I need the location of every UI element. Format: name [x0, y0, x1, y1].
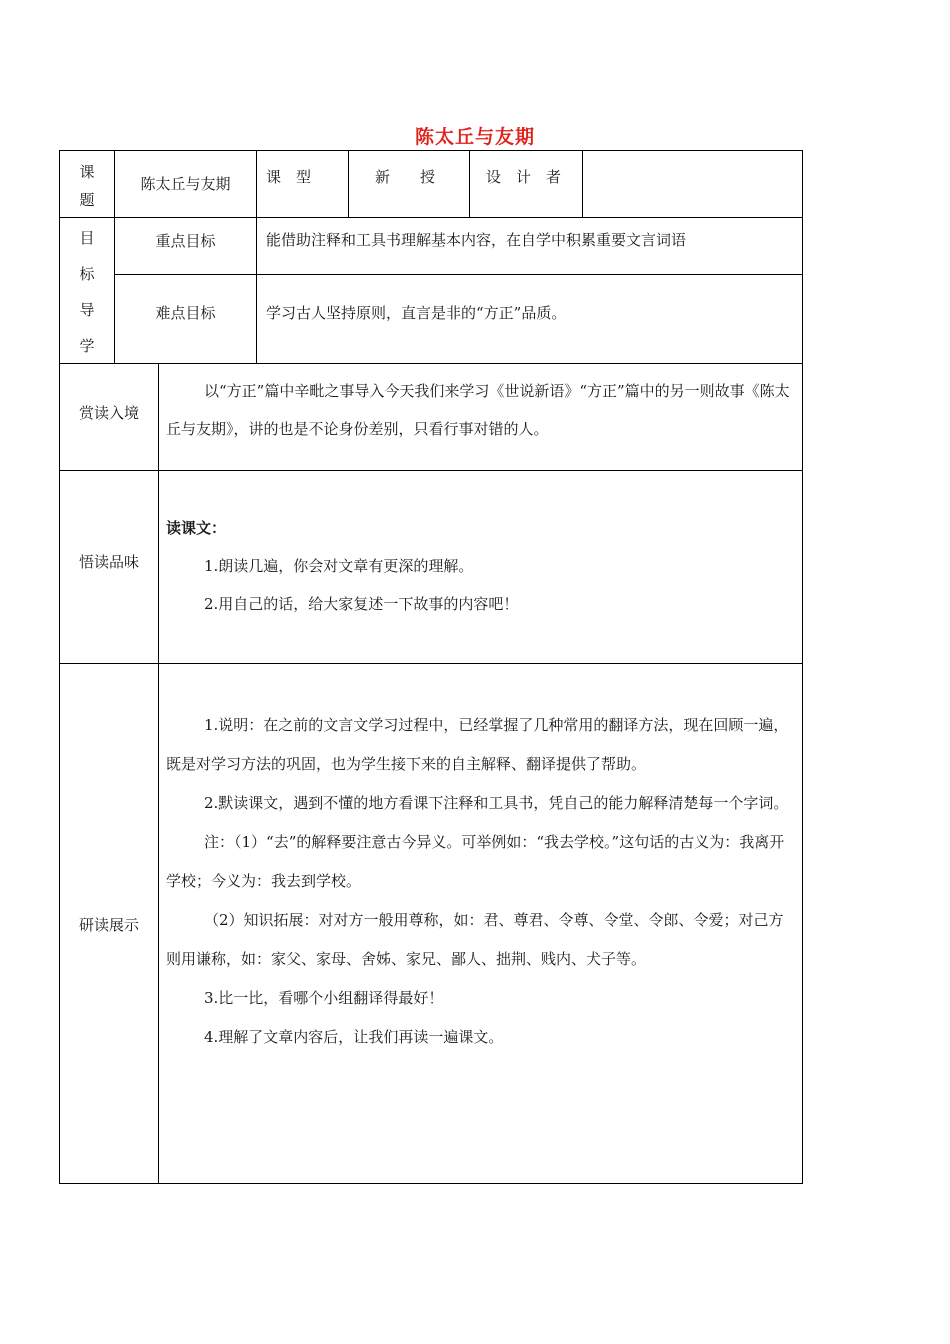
goals-section-label: 目 标 导 学	[79, 229, 95, 355]
study-paragraph-4: 4.理解了文章内容后，让我们再读一遍课文。	[204, 1028, 504, 1046]
read-content	[166, 509, 796, 623]
intro-label: 赏读入境	[78, 403, 139, 422]
study-paragraph-1: 1.说明：在之前的文言文学习过程中，已经掌握了几种常用的翻译方法，现在回顾一遍，既是对学习方法的巩固，也为学生接下来的自主解释、翻译提供了帮助。	[166, 716, 789, 773]
row-divider	[59, 363, 803, 364]
intro-paragraph: 以“方正”篇中辛毗之事导入今天我们来学习《世说新语》“方正”篇中的另一则故事《陈太丘与友期》，讲的也是不论身份差别，只看行事对错的人。	[166, 382, 790, 438]
study-paragraph-2: 2.默读课文，遇到不懂的地方看课下注释和工具书，凭自己的能力解释清楚每一个字词。	[204, 794, 789, 812]
read-item-1: 1.朗读几遍，你会对文章有更深的理解。	[204, 557, 474, 575]
key-goal-label: 重点目标	[155, 231, 216, 250]
study-note-1: 注：（1）“去”的解释要注意古今异义。可举例如：“我去学校。”这句话的古义为：我离开学校；今义为：我去到学校。	[166, 833, 785, 890]
read-heading: 读课文：	[166, 519, 227, 537]
col-divider	[158, 363, 159, 1184]
intro-text	[166, 372, 796, 448]
key-goal-text: 能借助注释和工具书理解基本内容，在自学中积累重要文言词语	[266, 231, 687, 249]
study-paragraph-3: 3.比一比，看哪个小组翻译得最好！	[204, 989, 444, 1007]
table-border-bottom	[59, 1183, 803, 1184]
read-label: 悟读品味	[78, 552, 139, 571]
row-divider	[59, 663, 803, 664]
col-divider	[469, 150, 470, 218]
col-divider	[256, 150, 257, 364]
row-divider	[59, 470, 803, 471]
page-title: 陈太丘与友期	[414, 126, 535, 148]
read-item-2: 2.用自己的话，给大家复述一下故事的内容吧！	[204, 595, 519, 613]
study-content	[166, 706, 796, 1057]
kexing-value: 新 授	[375, 168, 436, 186]
keti-label: 课 题	[79, 163, 95, 209]
table-border-right	[802, 150, 803, 1184]
kexing-label: 课 型	[266, 168, 312, 186]
hard-goal-text: 学习古人坚持原则，直言是非的“方正”品质。	[266, 304, 567, 322]
hard-goal-label: 难点目标	[155, 304, 216, 322]
study-note-2: （2）知识拓展：对对方一般用尊称，如：君、尊君、令尊、令堂、令郎、令爱；对己方则用谦称，如：家父、家母、舍姊、家兄、鄙人、拙荆、贱内、犬子等。	[166, 911, 784, 968]
col-divider	[582, 150, 583, 218]
col-divider	[348, 150, 349, 218]
keti-value: 陈太丘与友期	[140, 175, 231, 193]
designer-label: 设 计 者	[486, 168, 562, 186]
study-label: 研读展示	[78, 915, 139, 934]
